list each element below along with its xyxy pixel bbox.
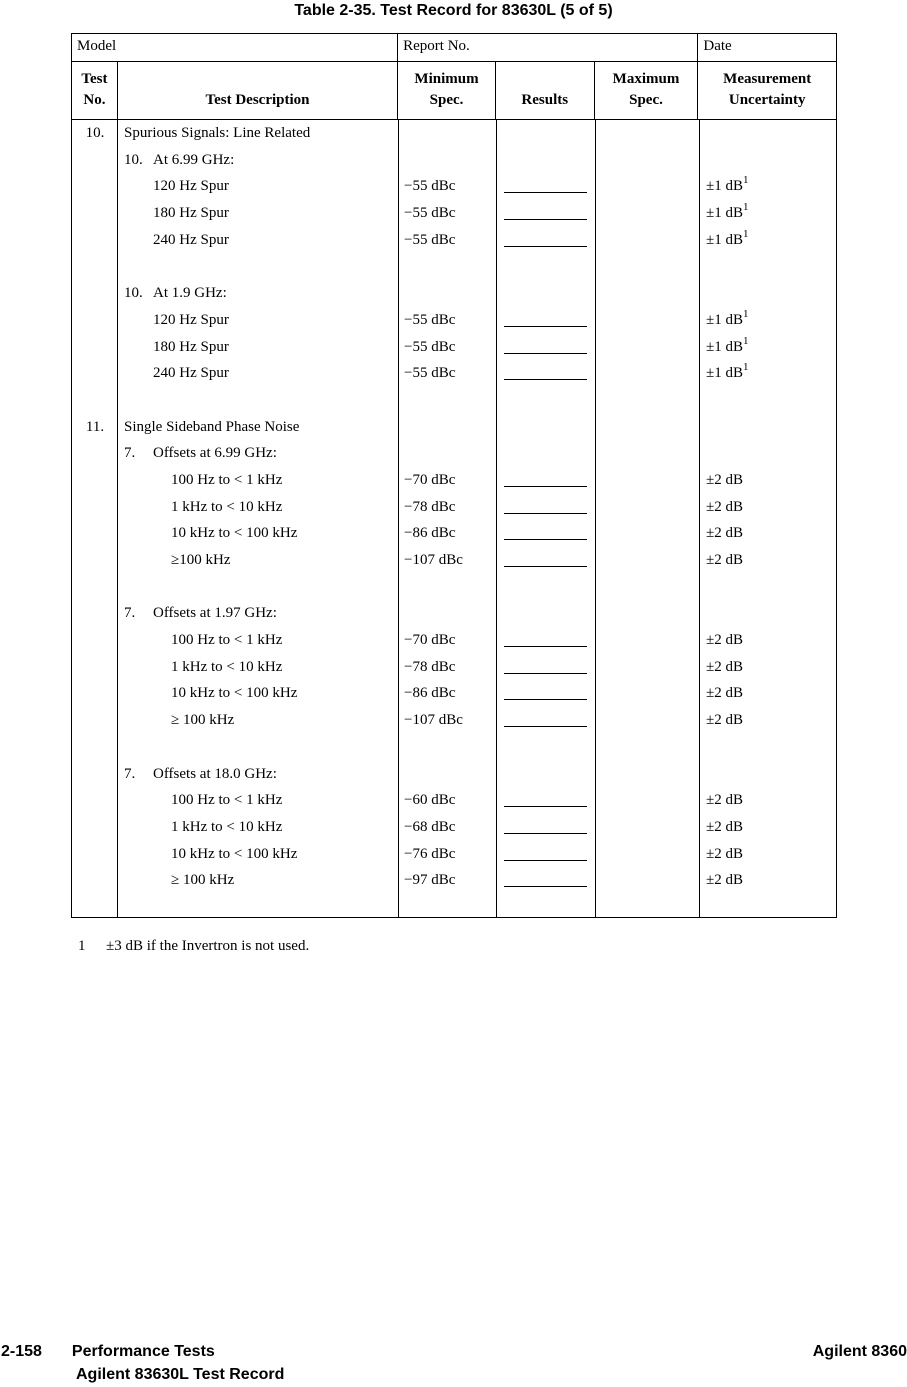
test-no-cell	[72, 680, 118, 707]
table-row	[72, 707, 836, 734]
max-spec-cell	[596, 494, 700, 521]
description-cell: ≥100 kHz	[171, 552, 231, 568]
max-spec-cell	[596, 414, 700, 441]
max-spec-cell	[596, 227, 700, 254]
results-blank-line	[504, 646, 587, 647]
results-cell	[497, 680, 596, 707]
description-cell: 180 Hz Spur	[153, 205, 229, 222]
test-no-cell	[72, 547, 118, 574]
uncertainty-cell: ±2 dB	[706, 685, 743, 702]
max-spec-cell	[596, 173, 700, 200]
description-cell: 10 kHz to < 100 kHz	[171, 685, 298, 702]
test-no-cell	[72, 307, 118, 334]
description-cell: ≥ 100 kHz	[171, 712, 235, 729]
min-spec-cell: −78 dBc	[404, 498, 456, 515]
min-spec-cell	[399, 280, 497, 307]
min-spec-cell: −86 dBc	[404, 525, 456, 542]
table-row	[72, 467, 836, 494]
table-row	[72, 227, 836, 254]
results-column-header	[496, 62, 595, 119]
min-spec-cell: −97 dBc	[404, 872, 456, 889]
table-caption: Table 2-35. Test Record for 83630L (5 of 5)	[294, 2, 613, 19]
results-cell	[497, 173, 596, 200]
results-cell	[497, 654, 596, 681]
results-cell	[497, 440, 596, 467]
uncertainty-cell: ±2 dB	[706, 471, 743, 488]
table-row	[72, 440, 836, 467]
results-cell	[497, 334, 596, 361]
min-spec-cell: −55 dBc	[404, 311, 456, 328]
min-spec-cell: −55 dBc	[404, 338, 456, 355]
results-blank-line	[504, 513, 587, 514]
uncertainty-header-line1: Measurement	[723, 70, 812, 87]
table-row	[72, 414, 836, 441]
results-blank-line	[504, 379, 587, 380]
maximum-spec-column-header	[595, 62, 699, 119]
min-spec-cell: −86 dBc	[404, 685, 456, 702]
footer-subsection-title: Agilent 83630L Test Record	[76, 1366, 285, 1383]
table-row	[72, 654, 836, 681]
column-divider	[496, 120, 497, 917]
min-spec-cell: −70 dBc	[404, 471, 456, 488]
results-cell	[497, 600, 596, 627]
table-row	[72, 787, 836, 814]
max-spec-cell	[596, 841, 700, 868]
description-cell: 100 Hz to < 1 kHz	[171, 471, 283, 488]
max-spec-cell	[596, 280, 700, 307]
max-spec-cell	[596, 334, 700, 361]
test-no-cell	[72, 360, 118, 387]
max-spec-cell	[596, 360, 700, 387]
table-row	[72, 200, 836, 227]
results-blank-line	[504, 566, 587, 567]
table-row	[72, 761, 836, 788]
test-no-cell	[72, 814, 118, 841]
min-spec-cell: −68 dBc	[404, 818, 456, 835]
results-cell	[497, 414, 596, 441]
min-spec-cell: −55 dBc	[404, 178, 456, 195]
min-spec-cell: −55 dBc	[404, 365, 456, 382]
uncertainty-cell	[700, 280, 838, 307]
test-no-header-line2: No.	[83, 92, 106, 109]
footnote-text: ±3 dB if the Invertron is not used.	[106, 938, 310, 954]
results-cell	[497, 520, 596, 547]
uncertainty-cell: ±2 dB	[706, 818, 743, 835]
results-blank-line	[504, 726, 587, 727]
results-cell	[497, 814, 596, 841]
min-spec-cell	[399, 761, 497, 788]
blank-row	[72, 387, 836, 414]
min-spec-cell	[399, 147, 497, 174]
results-blank-line	[504, 539, 587, 540]
max-spec-cell	[596, 440, 700, 467]
test-no-cell: 10.	[85, 125, 105, 141]
description-column-header	[118, 62, 398, 119]
test-no-header-line1: Test	[81, 70, 108, 87]
test-no-cell	[72, 227, 118, 254]
uncertainty-cell: ±2 dB	[706, 525, 743, 542]
footnote-reference: 1	[743, 334, 749, 347]
column-divider	[699, 120, 700, 917]
footer-section-title: Performance Tests	[71, 1343, 215, 1360]
max-spec-cell	[596, 707, 700, 734]
test-no-cell: 11.	[85, 418, 105, 435]
min-spec-cell: −55 dBc	[404, 231, 456, 248]
uncertainty-cell: ±2 dB	[706, 872, 743, 889]
max-spec-cell	[596, 654, 700, 681]
max-spec-cell	[596, 680, 700, 707]
footer-page-number: 2-158	[1, 1343, 42, 1360]
test-no-cell	[72, 520, 118, 547]
column-divider	[398, 120, 399, 917]
max-spec-cell	[596, 520, 700, 547]
results-blank-line	[504, 219, 587, 220]
footnote-reference: 1	[743, 361, 749, 374]
description-cell: 100 Hz to < 1 kHz	[171, 792, 283, 809]
blank-row	[72, 574, 836, 601]
results-blank-line	[504, 673, 587, 674]
table-row	[72, 360, 836, 387]
uncertainty-cell: ±1 $dB^1$	[706, 307, 749, 328]
results-cell	[497, 227, 596, 254]
max-spec-cell	[596, 600, 700, 627]
test-no-cell	[72, 600, 118, 627]
description-cell: 7. Offsets at 1.97 GHz:	[118, 600, 399, 627]
uncertainty-cell	[700, 414, 838, 441]
description-cell: 10 kHz to < 100 kHz	[171, 525, 298, 542]
model-header-cell: Model	[72, 34, 398, 61]
max-spec-cell	[596, 147, 700, 174]
results-blank-line	[504, 699, 587, 700]
max-spec-cell	[596, 120, 700, 147]
results-cell	[497, 841, 596, 868]
blank-row	[72, 253, 836, 280]
report-no-header-cell: Report No.	[398, 34, 698, 61]
results-cell	[497, 200, 596, 227]
test-no-cell	[72, 173, 118, 200]
footnote-reference: 1	[743, 174, 749, 187]
footnote-reference: 1	[743, 201, 749, 214]
max-spec-cell	[596, 787, 700, 814]
description-cell: 7. Offsets at 18.0 GHz:	[118, 761, 399, 788]
min-spec-cell: −107 dBc	[404, 552, 463, 568]
uncertainty-cell: ±1 $dB^1$	[706, 361, 749, 382]
test-no-cell	[72, 494, 118, 521]
min-spec-cell	[399, 414, 497, 441]
max-spec-cell	[596, 307, 700, 334]
table-row	[72, 867, 836, 894]
minimum-header-line1: Minimum	[414, 70, 479, 87]
results-cell	[497, 494, 596, 521]
max-spec-cell	[596, 814, 700, 841]
table-row	[72, 334, 836, 361]
sub-item-number: 7.	[124, 605, 136, 622]
table-footnote	[78, 938, 309, 955]
results-blank-line	[504, 860, 587, 861]
sub-item-number: 10.	[124, 151, 143, 168]
description-cell: 1 kHz to < 10 kHz	[171, 498, 283, 515]
table-row	[72, 600, 836, 627]
uncertainty-cell: ±2 dB	[706, 552, 743, 568]
uncertainty-cell	[700, 120, 838, 147]
min-spec-cell: −70 dBc	[404, 632, 456, 649]
results-cell	[497, 707, 596, 734]
table-row	[72, 147, 836, 174]
column-divider	[595, 120, 596, 917]
test-no-cell	[72, 841, 118, 868]
description-cell: 10 kHz to < 100 kHz	[171, 845, 298, 862]
description-cell: 240 Hz Spur	[153, 365, 229, 382]
maximum-header-line1: Maximum	[612, 70, 680, 87]
results-cell	[497, 627, 596, 654]
blank-row	[72, 734, 836, 761]
description-cell: 120 Hz Spur	[153, 311, 229, 328]
results-blank-line	[504, 353, 587, 354]
description-cell: 7. Offsets at 6.99 GHz:	[118, 440, 399, 467]
description-cell: 10. At 6.99 GHz:	[118, 147, 399, 174]
uncertainty-cell: ±2 dB	[706, 712, 743, 729]
test-no-column-header	[72, 62, 118, 119]
table-row	[72, 627, 836, 654]
uncertainty-cell: ±1 $dB^1$	[706, 201, 749, 222]
results-cell	[497, 867, 596, 894]
max-spec-cell	[596, 467, 700, 494]
results-cell	[497, 547, 596, 574]
results-cell	[497, 787, 596, 814]
uncertainty-cell: ±1 $dB^1$	[706, 334, 749, 355]
description-cell: Spurious Signals: Line Related	[124, 125, 311, 141]
results-blank-line	[504, 246, 587, 247]
uncertainty-column-header	[698, 62, 836, 119]
uncertainty-cell: ±2 dB	[706, 792, 743, 809]
uncertainty-cell: ±2 dB	[706, 632, 743, 649]
min-spec-cell	[399, 600, 497, 627]
uncertainty-cell	[700, 147, 838, 174]
table-row	[72, 680, 836, 707]
description-cell: 240 Hz Spur	[153, 231, 229, 248]
uncertainty-cell: ±1 $dB^1$	[706, 174, 749, 195]
table-row	[72, 841, 836, 868]
max-spec-cell	[596, 761, 700, 788]
description-cell: 1 kHz to < 10 kHz	[171, 818, 283, 835]
description-cell: 10. At 1.9 GHz:	[118, 280, 399, 307]
results-cell	[497, 360, 596, 387]
table-body	[72, 120, 836, 917]
min-spec-cell: −60 dBc	[404, 792, 456, 809]
footer-left-line2	[76, 1366, 284, 1384]
description-cell: Single Sideband Phase Noise	[124, 418, 300, 435]
test-no-cell	[72, 867, 118, 894]
results-blank-line	[504, 326, 587, 327]
results-cell	[497, 120, 596, 147]
uncertainty-cell	[700, 761, 838, 788]
min-spec-cell	[399, 440, 497, 467]
results-blank-line	[504, 886, 587, 887]
table-row	[72, 307, 836, 334]
date-header-cell: Date	[703, 38, 732, 54]
footer-right	[813, 1343, 907, 1361]
test-no-cell	[72, 280, 118, 307]
footnote-marker: 1	[78, 938, 86, 954]
table-row	[72, 494, 836, 521]
uncertainty-cell	[700, 600, 838, 627]
results-blank-line	[504, 806, 587, 807]
test-record-table	[71, 33, 837, 918]
min-spec-cell: −107 dBc	[404, 712, 463, 729]
meta-header-row	[72, 34, 836, 62]
results-cell	[497, 761, 596, 788]
column-header-row	[72, 62, 836, 120]
description-cell: 120 Hz Spur	[153, 178, 229, 195]
results-cell	[497, 147, 596, 174]
max-spec-cell	[596, 200, 700, 227]
results-cell	[497, 280, 596, 307]
test-no-cell	[72, 627, 118, 654]
table-row	[72, 280, 836, 307]
max-spec-cell	[596, 547, 700, 574]
column-divider	[117, 120, 118, 917]
description-cell: 180 Hz Spur	[153, 338, 229, 355]
test-no-cell	[72, 334, 118, 361]
test-no-cell	[72, 787, 118, 814]
results-cell	[497, 467, 596, 494]
uncertainty-cell: ±2 dB	[706, 658, 743, 675]
test-no-cell	[72, 761, 118, 788]
min-spec-cell	[399, 120, 497, 147]
uncertainty-cell: ±2 dB	[706, 498, 743, 515]
test-no-cell	[72, 654, 118, 681]
test-no-cell	[72, 440, 118, 467]
results-cell	[497, 307, 596, 334]
table-row	[72, 173, 836, 200]
sub-item-number: 10.	[124, 285, 143, 302]
table-row	[72, 120, 836, 147]
min-spec-cell: −78 dBc	[404, 658, 456, 675]
max-spec-cell	[596, 627, 700, 654]
uncertainty-cell: ±1 $dB^1$	[706, 227, 749, 248]
results-blank-line	[504, 833, 587, 834]
test-no-cell	[72, 707, 118, 734]
description-cell: 100 Hz to < 1 kHz	[171, 632, 283, 649]
uncertainty-cell: ±2 dB	[706, 845, 743, 862]
table-row	[72, 814, 836, 841]
uncertainty-cell	[700, 440, 838, 467]
sub-item-number: 7.	[124, 765, 136, 782]
sub-item-number: 7.	[124, 445, 136, 462]
results-blank-line	[504, 192, 587, 193]
test-no-cell	[72, 147, 118, 174]
max-spec-cell	[596, 867, 700, 894]
description-cell: 1 kHz to < 10 kHz	[171, 658, 283, 675]
min-spec-cell: −55 dBc	[404, 205, 456, 222]
table-row	[72, 520, 836, 547]
uncertainty-header-line2: Uncertainty	[728, 92, 806, 109]
minimum-spec-column-header	[398, 62, 496, 119]
footer-left-line1	[1, 1343, 215, 1361]
test-no-cell	[72, 467, 118, 494]
footnote-reference: 1	[743, 227, 749, 240]
description-header-label: Test Description	[205, 92, 310, 109]
results-header-label: Results	[521, 92, 569, 109]
footer-product-name: Agilent 8360	[812, 1343, 907, 1360]
description-cell: ≥ 100 kHz	[171, 872, 235, 889]
min-spec-cell: −76 dBc	[404, 845, 456, 862]
table-row	[72, 547, 836, 574]
results-blank-line	[504, 486, 587, 487]
test-no-cell	[72, 200, 118, 227]
maximum-header-line2: Spec.	[629, 92, 663, 109]
footnote-reference: 1	[743, 307, 749, 320]
minimum-header-line2: Spec.	[429, 92, 464, 109]
